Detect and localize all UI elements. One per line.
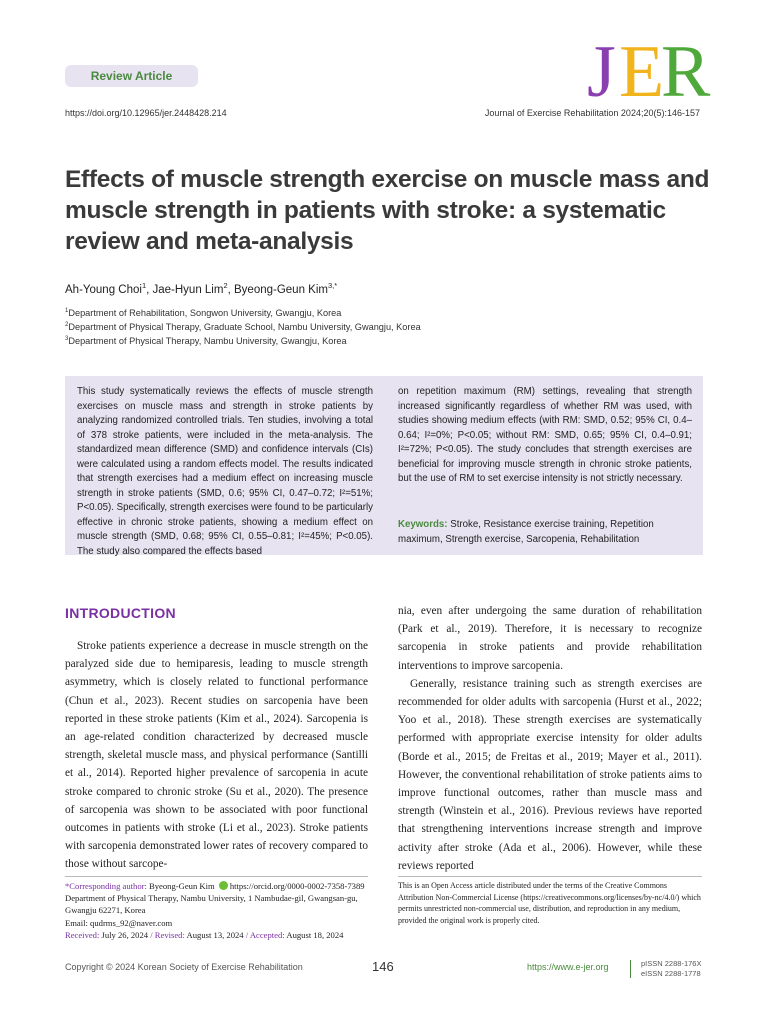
- issn-block: [641, 959, 701, 979]
- revised-date: August 13, 2024: [186, 929, 244, 940]
- accepted-date: August 18, 2024: [286, 929, 344, 940]
- paragraph: nia, even after undergoing the same duration of rehabilitation (Park et al., 2019). Therefore, it is necessary to recognize sarcopenia in stroke patients and provide rehabilitation interventions to improve sarcopenia.: [398, 605, 702, 672]
- abstract-box: [65, 376, 703, 555]
- logo-letter-e: E: [619, 31, 665, 113]
- author-list: Ah-Young Choi$^1$, Jae-Hyun Lim$^2$, Byeong-Geun Kim$^{3,*}$: [65, 281, 338, 296]
- article-title: Effects of muscle strength exercise on muscle mass and muscle strength in patients with stroke: a systematic review and meta-analysis: [65, 166, 710, 255]
- page-number: 146: [372, 959, 394, 974]
- keywords-label: Keywords:: [398, 519, 448, 530]
- copyright: Copyright © 2024 Korean Society of Exercise Rehabilitation: [65, 962, 303, 972]
- body-text-right: [398, 602, 702, 875]
- license-note: This is an Open Access article distributed under the terms of the Creative Commons Attribution Non-Commercial License (https://creativecommons.org/licenses/by-nc/4.0/) which permits unrestricted non-commercial use, distribution, and reproduction in any medium, provided the original work is properly cited.: [398, 881, 701, 925]
- corr-label: *Corresponding author:: [65, 881, 147, 891]
- author-affil-mark: 3,*: [327, 281, 338, 291]
- author-name: Jae-Hyun Lim: [152, 284, 224, 296]
- affil-text: Department of Rehabilitation, Songwon University, Gwangju, Korea: [68, 308, 342, 318]
- eissn: eISSN 2288-1778: [641, 969, 701, 978]
- revised-label: Revised:: [154, 929, 185, 940]
- footer-divider: [630, 960, 631, 978]
- affil-mark: 3: [65, 335, 69, 342]
- journal-logo: [585, 28, 711, 113]
- doi-link[interactable]: https://doi.org/10.12965/jer.2448428.214: [65, 108, 227, 118]
- author-affil-mark: 2: [223, 281, 228, 291]
- author-name: Byeong-Geun Kim: [234, 284, 328, 296]
- body-text-left: Stroke patients experience a decrease in muscle strength on the paralyzed side due to hemiparesis, leading to muscle strength asymmetry, which is closely related to functional performance (Chun et al., 2023). Recent studies on sarcopenia have been reported in these stroke patients (Kim et al., 2024). Sarcopenia is an age-related condition characterized by decreased muscle strength, skeletal muscle mass, and physical performance (Santilli et al., 2014). Reported higher prevalence of sarcopenia in acute stroke compared to chronic stroke (Su et al., 2020). The presence of sarcopenia was shown to be associated with poor functional outcomes in patients with stroke (Li et al., 2023). Stroke patients with sarcopenia demonstrated lower rates of recovery compared to those without sarcope-: [65, 640, 368, 871]
- corresponding-author-note: [65, 880, 370, 941]
- footnote-divider: [398, 876, 702, 877]
- affil-mark: 2: [65, 321, 69, 328]
- affiliation-list: [65, 306, 421, 348]
- logo-letter-r: R: [661, 31, 711, 113]
- affiliation: [65, 320, 421, 334]
- keywords: [398, 518, 692, 547]
- paragraph: Generally, resistance training such as strength exercises are recommended for older adults with sarcopenia (Hurst et al., 2022; Yoo et al., 2018). These strength exercises are systematically performed with appropriate exercise intensity for older adults (Borde et al., 2015; de Freitas et al., 2019; Mayer et al., 2011). However, the conventional rehabilitation of stroke patients aims to improve functional outcomes, rather than muscle mass and strength (Winstein et al., 2016). Previous reviews have reported that strengthening interventions increase strength and improve activity after stroke (Ada et al., 2006). However, while these reviews reported: [398, 677, 702, 872]
- affil-text: Department of Physical Therapy, Graduate School, Nambu University, Gwangju, Korea: [68, 322, 421, 332]
- received-label: Received:: [65, 929, 100, 940]
- keywords-text: Stroke, Resistance exercise training, Repetition maximum, Strength exercise, Sarcopenia, Rehabilitation: [398, 519, 654, 545]
- affil-text: Department of Physical Therapy, Nambu University, Gwangju, Korea: [68, 336, 347, 346]
- article-type-badge: Review Article: [65, 65, 198, 87]
- accepted-label: Accepted:: [249, 929, 285, 940]
- pissn: pISSN 2288-176X: [641, 959, 702, 968]
- corr-address: Department of Physical Therapy, Nambu University, 1 Nambudae-gil, Gwangsan-gu, Gwangju 62271, Korea: [65, 893, 358, 916]
- author-affil-mark: 1: [141, 281, 147, 291]
- orcid-link[interactable]: https://orcid.org/0000-0002-7358-7389: [229, 881, 365, 891]
- orcid-icon[interactable]: [219, 881, 228, 890]
- affil-mark: 1: [65, 307, 69, 314]
- history-dates: Received: July 26, 2024 / Revised: August 13, 2024 / Accepted: August 18, 2024: [65, 929, 344, 940]
- corr-name: Byeong-Geun Kim: [149, 881, 215, 891]
- footnote-divider: [65, 876, 368, 877]
- journal-citation: Journal of Exercise Rehabilitation 2024;20(5):146-157: [484, 108, 700, 118]
- journal-url-link[interactable]: https://www.e-jer.org: [527, 962, 609, 972]
- corr-email[interactable]: Email: qudrms_92@naver.com: [65, 917, 173, 928]
- affiliation: [65, 306, 421, 320]
- author-name: Ah-Young Choi: [65, 284, 142, 296]
- section-heading-introduction: INTRODUCTION: [65, 605, 176, 621]
- abstract-text-left: This study systematically reviews the effects of muscle strength exercises on muscle mass and strength in stroke patients by analyzing randomized controlled trials. Ten studies, involving a total of 378 stroke patients, were included in the meta-analysis. The standardized mean difference (SMD) and confidence intervals (CIs) were calculated using a random effects model. The results indicated that strength exercises had a medium effect on increasing muscle strength in stroke patients (SMD, 0.6; 95% CI, 0.47–0.72; I²=51%; P<0.05). Specifically, strength exercises were found to be particularly effective in chronic stroke patients, showing a medium effect on muscle strength (SMD, 0.68; 95% CI, 0.55–0.81; I²=45%; P<0.05). The study also compared the effects based: [77, 386, 373, 557]
- affiliation: [65, 334, 421, 348]
- abstract-text-right: on repetition maximum (RM) settings, revealing that strength increased significantly regardless of whether RM was used, with studies showing medium effects (with RM: SMD, 0.52; 95% CI, 0.4–0.64; I²=0%; P<0.05; without RM: SMD, 0.65; 95% CI, 0.4–0.91; I²=72%; P<0.05). The study concludes that strength exercises are beneficial for improving muscle strength in chronic stroke patients, but the use of RM to set exercise intensity is not strictly necessary.: [398, 386, 692, 484]
- received-date: July 26, 2024: [101, 929, 149, 940]
- logo-letter-j: J: [587, 31, 616, 113]
